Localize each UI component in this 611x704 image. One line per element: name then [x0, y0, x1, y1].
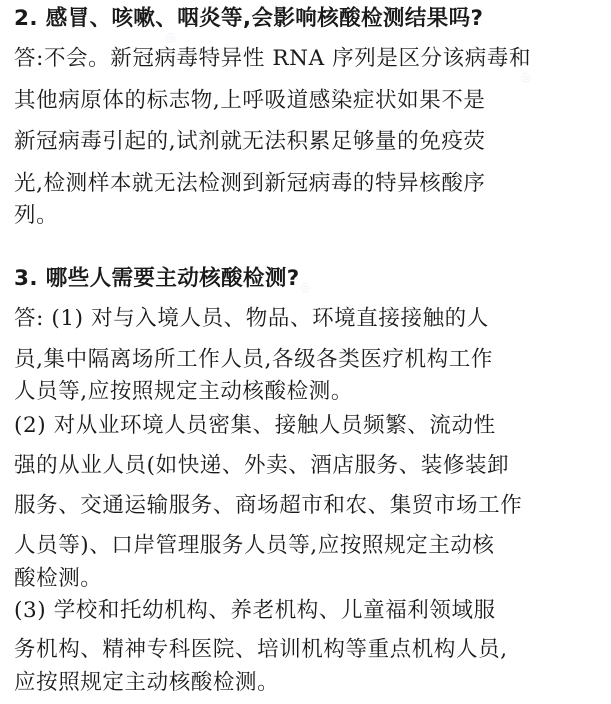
answer-2-line-5: 列。 [14, 203, 59, 228]
watermark-mark: ◎ [161, 28, 179, 46]
answer-3-item3-line-1: (3) 学校和托幼机构、养老机构、儿童福利领域服 [14, 598, 496, 623]
watermark-mark: ◎ [296, 278, 314, 296]
answer-3-item1-line-2: 员,集中隔离场所工作人员,各级各类医疗机构工作 [14, 347, 493, 372]
answer-3-item2-line-2: 强的从业人员(如快递、外卖、酒店服务、装修装卸 [14, 453, 510, 478]
watermark-mark: ◎ [516, 68, 534, 86]
question-2-title: 2. 感冒、咳嗽、咽炎等,会影响核酸检测结果吗? [14, 6, 484, 31]
answer-3-item2-line-4: 人员等)、口岸管理服务人员等,应按照规定主动核 [14, 533, 495, 558]
answer-2-line-4: 光,检测样本就无法检测到新冠病毒的特异核酸序 [14, 171, 486, 196]
answer-3-item2-line-5: 酸检测。 [14, 566, 103, 591]
answer-3-item3-line-2: 务机构、精神专科医院、培训机构等重点机构人员, [14, 637, 508, 662]
answer-3-item3-line-3: 应按照规定主动核酸检测。 [14, 670, 280, 695]
answer-3-item1-line-1: 答: (1) 对与入境人员、物品、环境直接接触的人 [14, 306, 489, 331]
question-3-title: 3. 哪些人需要主动核酸检测? [14, 266, 300, 291]
answer-3-item1-line-3: 人员等,应按照规定主动核酸检测。 [14, 379, 353, 404]
answer-2-line-1: 答:不会。新冠病毒特异性 RNA 序列是区分该病毒和 [14, 46, 532, 71]
answer-2-line-2: 其他病原体的标志物,上呼吸道感染症状如果不是 [14, 88, 486, 113]
answer-3-item2-line-1: (2) 对从业环境人员密集、接触人员频繁、流动性 [14, 413, 496, 438]
answer-3-item2-line-3: 服务、交通运输服务、商场超市和农、集贸市场工作 [14, 493, 523, 518]
answer-2-line-3: 新冠病毒引起的,试剂就无法积累足够量的免疫荧 [14, 129, 486, 154]
